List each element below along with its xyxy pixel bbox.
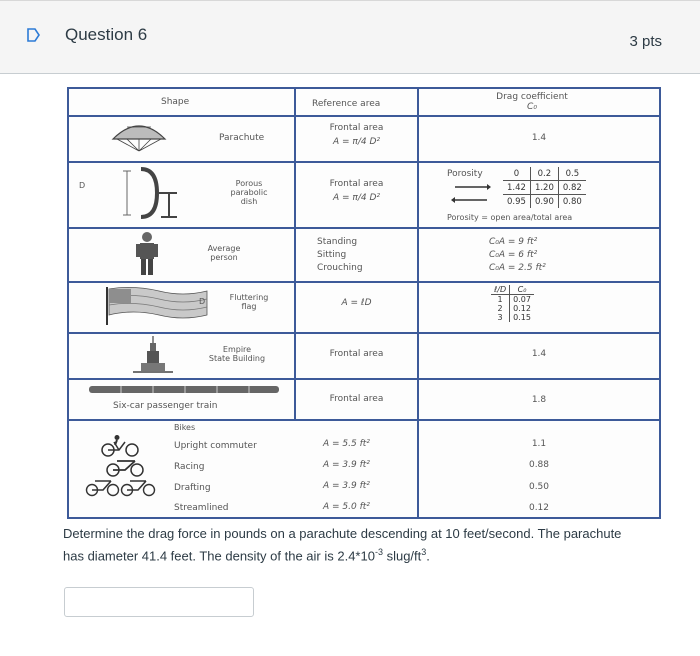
area-flag: A = ℓD (341, 298, 372, 308)
racing-bike-icon (105, 457, 147, 477)
porous-dish-icon (117, 165, 187, 223)
header-drag-coefficient: Drag coefficient (496, 92, 568, 102)
prompt-units: slug/ft (382, 548, 422, 564)
bike-racing-cd: 0.88 (528, 460, 550, 470)
bike-drafting-cd: 0.50 (528, 482, 550, 492)
shape-building-line1: Empire (222, 345, 252, 354)
flag-ld-table (491, 285, 534, 322)
shape-person-line2: person (210, 253, 238, 262)
area-crouching: Crouching (317, 263, 363, 273)
bike-drafting-area: A = 3.9 ft² (323, 481, 370, 491)
porosity-cd: 0.95 (503, 195, 530, 209)
dish-d-label: D (79, 181, 86, 190)
shape-dish-line3: dish (240, 197, 258, 206)
ld-header: ℓ/D (491, 285, 510, 295)
flag-drawing-icon (103, 285, 215, 327)
train-icon (87, 383, 283, 395)
bike-drafting-name: Drafting (174, 483, 211, 493)
bike-streamlined-area: A = 5.0 ft² (323, 502, 370, 512)
porosity-label: Porosity (447, 169, 483, 179)
area-sitting: Sitting (317, 250, 347, 260)
bike-racing-area: A = 3.9 ft² (323, 460, 370, 470)
cd-standing: C₀A = 9 ft² (489, 237, 538, 247)
shape-parachute: Parachute (219, 133, 265, 143)
prompt-line1: Determine the drag force in pounds on a parachute descending at 10 feet/second. The parachute (63, 526, 622, 541)
shape-flag-line1: Fluttering (229, 293, 269, 302)
area-parachute-line1: Frontal area (329, 123, 384, 133)
person-icon (135, 231, 159, 277)
flag-icon[interactable] (26, 28, 40, 42)
bike-upright-name: Upright commuter (174, 441, 257, 451)
header-shape: Shape (161, 97, 190, 107)
ld-value: 2 (491, 304, 510, 313)
porosity-cd: 0.80 (558, 195, 585, 209)
flag-cd-value: 0.07 (513, 295, 531, 304)
bike-upright-cd: 1.1 (531, 439, 547, 449)
bike-streamlined-cd: 0.12 (528, 503, 550, 513)
area-building: Frontal area (329, 349, 384, 359)
flow-arrows-icon (451, 182, 491, 206)
porosity-cd: 1.20 (530, 181, 558, 195)
header-reference-area: Reference area (312, 99, 381, 109)
drafting-bikes-icon (85, 477, 159, 497)
bike-upright-area: A = 5.5 ft² (323, 439, 370, 449)
porosity-cd: 0.90 (530, 195, 558, 209)
bike-streamlined-name: Streamlined (174, 503, 229, 513)
flag-cd-value: 0.12 (513, 304, 531, 313)
shape-building-line2: State Building (208, 354, 266, 363)
porosity-note: Porosity = open area/total area (447, 213, 573, 222)
porosity-value: 0.5 (558, 167, 585, 181)
prompt-exponent: -3 (374, 547, 383, 557)
answer-input[interactable] (64, 587, 254, 617)
question-header (0, 1, 700, 74)
area-standing: Standing (317, 237, 358, 247)
shape-dish-line2: parabolic (230, 188, 268, 197)
question-prompt (63, 524, 663, 565)
prompt-units-exponent: 3 (421, 547, 427, 557)
bikes-title: Bikes (174, 423, 196, 432)
shape-person-line1: Average (207, 244, 241, 253)
question-points: 3 pts (629, 33, 662, 50)
porosity-value: 0 (503, 167, 530, 181)
porosity-cd: 1.42 (503, 181, 530, 195)
cd-header: C₀ (510, 285, 534, 295)
parachute-icon (109, 121, 169, 155)
ld-value: 1 (491, 295, 510, 305)
porosity-table (503, 167, 586, 208)
cd-crouching: C₀A = 2.5 ft² (489, 263, 546, 273)
question-title: Question 6 (65, 25, 148, 44)
cd-parachute: 1.4 (531, 133, 547, 143)
area-dish-line2: A = π/4 D² (333, 193, 380, 203)
ld-value: 3 (491, 313, 510, 322)
porosity-value: 0.2 (530, 167, 558, 181)
building-icon (133, 335, 173, 375)
cd-train: 1.8 (531, 395, 547, 405)
shape-train: Six-car passenger train (113, 401, 218, 411)
porosity-cd: 0.82 (558, 181, 585, 195)
cd-building: 1.4 (531, 349, 547, 359)
upright-bike-icon (99, 435, 141, 457)
cd-sitting: C₀A = 6 ft² (489, 250, 538, 260)
bike-racing-name: Racing (174, 462, 205, 472)
prompt-end: . (426, 548, 430, 564)
drag-coefficient-table (67, 87, 661, 519)
prompt-line2: has diameter 41.4 feet. The density of the air is 2.4*10 (63, 548, 375, 564)
area-dish-line1: Frontal area (329, 179, 384, 189)
area-train: Frontal area (329, 394, 384, 404)
header-cd-symbol: C₀ (527, 102, 537, 112)
shape-dish-line1: Porous (235, 179, 263, 188)
shape-flag-line2: flag (241, 302, 257, 311)
flag-cd-value: 0.15 (513, 313, 531, 322)
flag-d-label: D (199, 297, 206, 306)
area-parachute-line2: A = π/4 D² (333, 137, 380, 147)
